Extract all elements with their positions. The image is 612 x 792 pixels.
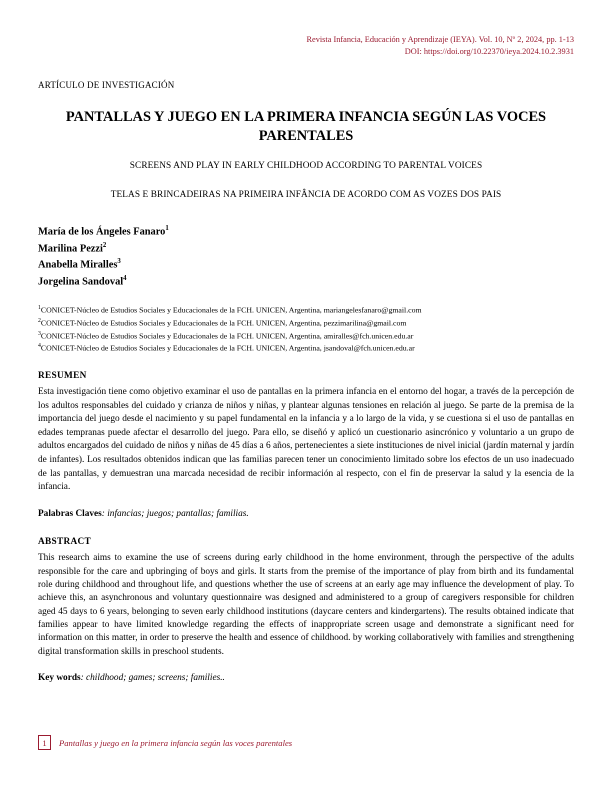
author-entry xyxy=(38,224,574,241)
abstract-keywords xyxy=(38,672,574,685)
author-list xyxy=(38,224,574,290)
author-name: María de los Ángeles Fanaro xyxy=(38,226,166,238)
page-title: PANTALLAS Y JUEGO EN LA PRIMERA INFANCIA SEGÚN LAS VOCES PARENTALES xyxy=(65,109,547,145)
title-portuguese: TELAS E BRINCADEIRAS NA PRIMEIRA INFÂNCIA DE ACORDO COM AS VOZES DOS PAIS xyxy=(110,190,502,201)
author-name: Anabella Miralles xyxy=(38,259,118,271)
author-affiliation-mark: 2 xyxy=(102,241,107,249)
resumen-keywords xyxy=(38,508,574,521)
resumen-body: Esta investigación tiene como objetivo examinar el uso de pantallas en la primera infancia en el entorno del hogar, a través de la percepción de los adultos responsables del cuidado y crianza de niños y niñas, y plantear algunas tensiones en relación al juego. Se parte de la premisa de la importancia del juego desde el nacimiento y su papel fundamental en la infancia y a lo largo de la vida, y se cuestiona si el uso de pantallas en edades tempranas puede afectar el desarrollo del juego. Para ello, se diseñó y aplicó un cuestionario asincrónico y voluntario a un grupo de adultos encargados del cuidado de niños y niñas de 45 días a 6 años, pertenecientes a siete instituciones de nivel inicial (jardín maternal y jardín de infantes). Los resultados obtenidos indican que las familias parecen tener un conocimiento limitado sobre los efectos de un uso inadecuado de las pantallas, y demuestran una marcada necesidad de recibir información al respecto, con el fin de preservar la salud y la esencia de la infancia. xyxy=(38,387,574,493)
page-number: 1 xyxy=(38,735,51,750)
title-english: SCREENS AND PLAY IN EARLY CHILDHOOD ACCORDING TO PARENTAL VOICES xyxy=(129,161,483,172)
journal-citation: Revista Infancia, Educación y Aprendizaje (IEYA). Vol. 10, Nº 2, 2024, pp. 1-13 xyxy=(306,35,574,44)
author-affiliation-mark: 4 xyxy=(123,274,127,282)
affiliation-text: CONICET-Núcleo de Estudios Sociales y Educacionales de la FCH. UNICEN, Argentina, pezzimarilina@gmail.com xyxy=(40,318,407,328)
author-affiliation-mark: 1 xyxy=(165,225,169,233)
affiliation-entry xyxy=(38,317,574,330)
affiliation-list xyxy=(38,304,574,355)
author-entry xyxy=(38,274,574,291)
abstract-keywords-label: Key words xyxy=(38,673,81,684)
affiliation-text: CONICET-Núcleo de Estudios Sociales y Educacionales de la FCH. UNICEN, Argentina, mariangelesfanaro@gmail.com xyxy=(40,306,422,316)
abstract-body: This research aims to examine the use of screens during early childhood in the home environment, through the perspective of the adults responsible for the care and upbringing of boys and girls. It starts from the premise of the importance of play from birth and its fundamental role during childhood and throughout life, and questions whether the use of screens at an early age may influence the development of play. To achieve this, an asynchronous and voluntary questionnaire was designed and administered to a group of caregivers responsible for children aged 45 days to 6 years, belonging to seven early childhood institutions (daycare centers and kindergartens). The results obtained indicate that families appear to have limited knowledge regarding the effects of inappropriate screen usage and demonstrate a significant need for information on this matter, in order to preserve the health and essence of childhood. by working collaboratively with families and strengthening digital transformation skills in preschool students. xyxy=(38,553,574,657)
article-type-label: ARTÍCULO DE INVESTIGACIÓN xyxy=(38,80,175,91)
resumen-heading: RESUMEN xyxy=(38,371,87,382)
affiliation-mark: 1 xyxy=(38,305,41,312)
journal-doi: DOI: https://doi.org/10.22370/ieya.2024.10.2.3931 xyxy=(404,47,574,57)
page-footer xyxy=(38,735,574,750)
author-entry xyxy=(38,241,574,258)
affiliation-mark: 2 xyxy=(38,318,41,325)
affiliation-entry xyxy=(38,330,574,343)
author-name: Jorgelina Sandoval xyxy=(38,276,124,288)
affiliation-entry xyxy=(38,304,574,317)
resumen-keywords-label: Palabras Claves xyxy=(38,508,102,519)
abstract-heading: ABSTRACT xyxy=(38,537,92,548)
affiliation-mark: 4 xyxy=(38,343,41,350)
affiliation-text: CONICET-Núcleo de Estudios Sociales y Educacionales de la FCH. UNICEN, Argentina, jsandoval@fch.unicen.edu.ar xyxy=(40,344,415,354)
running-title: Pantallas y juego en la primera infancia según las voces parentales xyxy=(59,737,293,748)
abstract-keywords-value: : childhood; games; screens; families.. xyxy=(80,673,225,684)
resumen-keywords-value: : infancias; juegos; pantallas; familias. xyxy=(101,508,249,519)
author-affiliation-mark: 3 xyxy=(117,258,121,266)
author-entry xyxy=(38,257,574,274)
author-name: Marilina Pezzi xyxy=(38,243,103,255)
affiliation-text: CONICET-Núcleo de Estudios Sociales y Educacionales de la FCH. UNICEN, Argentina, amiralles@fch.unicen.edu.ar xyxy=(40,331,414,341)
journal-header xyxy=(38,34,574,58)
affiliation-entry xyxy=(38,342,574,355)
affiliation-mark: 3 xyxy=(38,330,41,337)
